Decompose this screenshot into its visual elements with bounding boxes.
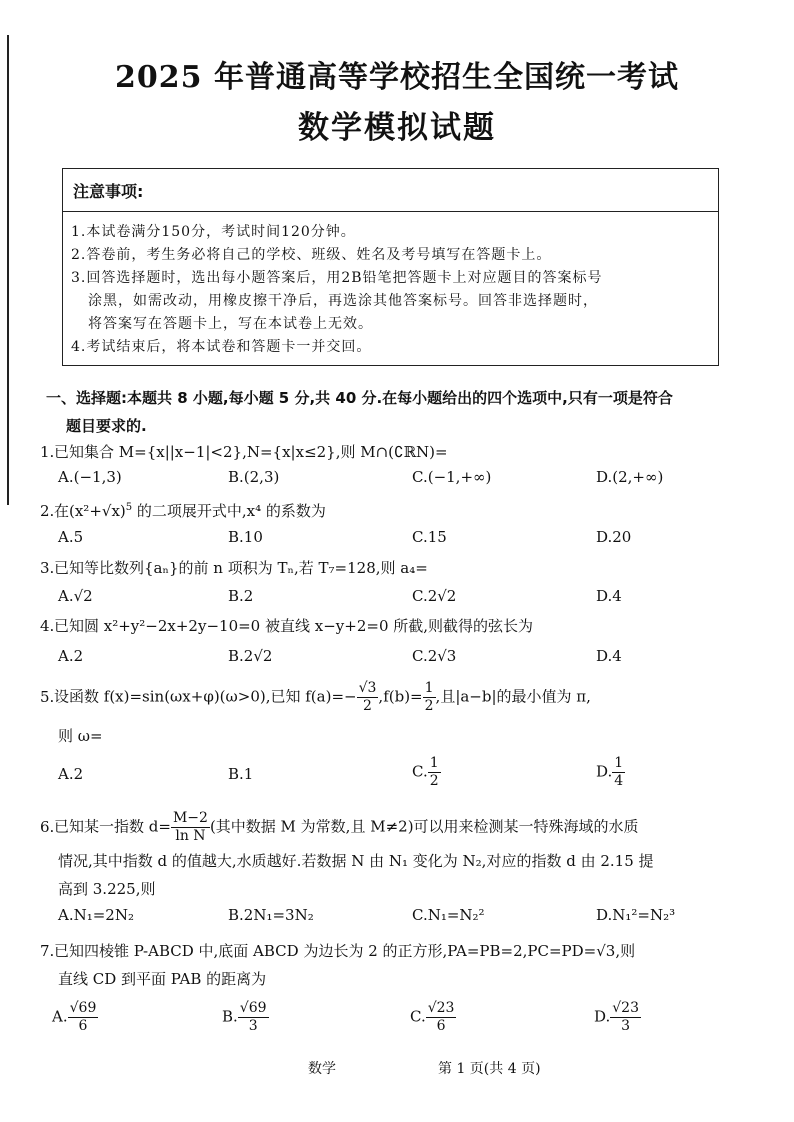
q1-option-a: A.(−1,3) (58, 468, 122, 486)
q6-option-b: B.2N₁=3N₂ (228, 906, 314, 924)
q6-option-d: D.N₁²=N₂³ (596, 906, 676, 924)
q3-option-d: D.4 (596, 587, 622, 605)
numerator: √69 (69, 1000, 97, 1016)
fraction (426, 1000, 457, 1035)
question-number: 2. (40, 502, 55, 520)
option-label: D. (594, 1007, 611, 1026)
question-stem-part2: ,f(b)= (378, 687, 423, 706)
numerator: 1 (429, 755, 439, 771)
option-label: A. (52, 1007, 68, 1026)
fraction-sqrt3-over-2 (357, 680, 379, 715)
question-6-line2: 情况,其中指数 d 的值越大,水质越好.若数据 N 由 N₁ 变化为 N₂,对应的指数 d 由 2.15 提 (58, 852, 654, 870)
option-label: B. (222, 1007, 238, 1026)
numerator: √69 (239, 1000, 267, 1016)
notice-item-3-cont2: 将答案写在答题卡上，写在本试卷上无效。 (88, 316, 373, 332)
fraction (238, 1000, 269, 1035)
fraction (612, 755, 625, 790)
q1-option-c: C.(−1,+∞) (412, 468, 492, 486)
q3-option-b: B.2 (228, 587, 254, 605)
q2-option-c: C.15 (412, 528, 447, 546)
q1-option-d: D.(2,+∞) (596, 468, 664, 486)
question-5 (40, 680, 591, 715)
exam-subtitle: 数学模拟试题 (298, 110, 496, 146)
option-label: D. (596, 762, 613, 781)
q4-option-d: D.4 (596, 647, 622, 665)
question-stem-part3: ,且|a−b|的最小值为 π, (435, 687, 591, 706)
question-4 (40, 615, 533, 636)
q7-option-b (222, 1000, 269, 1035)
question-number: 6. (40, 817, 55, 836)
denominator: 6 (436, 1018, 446, 1034)
question-6-line3: 高到 3.225,则 (58, 880, 156, 898)
denominator: 3 (248, 1018, 258, 1034)
q4-option-c: C.2√3 (412, 647, 457, 665)
notice-item-3-cont1: 涂黑，如需改动，用橡皮擦干净后，再选涂其他答案标号。回答非选择题时， (88, 293, 598, 309)
question-number: 4. (40, 617, 55, 635)
denominator: 2 (363, 698, 372, 714)
notice-box (62, 168, 719, 366)
section-heading (46, 384, 746, 440)
denominator: 6 (78, 1018, 88, 1034)
question-7-line2: 直线 CD 到平面 PAB 的距离为 (58, 970, 267, 988)
question-number: 3. (40, 559, 55, 577)
q7-option-d (594, 1000, 641, 1035)
q1-option-b: B.(2,3) (228, 468, 280, 486)
q4-option-b: B.2√2 (228, 647, 273, 665)
q6-option-c: C.N₁=N₂² (412, 906, 485, 924)
q5-option-a: A.2 (58, 765, 84, 783)
q5-option-b: B.1 (228, 765, 254, 783)
q6-option-a: A.N₁=2N₂ (58, 906, 134, 924)
option-label: C. (412, 762, 428, 781)
section-heading-line1: 一、选择题:本题共 8 小题,每小题 5 分,共 40 分.在每小题给出的四个选项中,只有一项是符合 (46, 389, 673, 407)
notice-item-1: 1.本试卷满分150分，考试时间120分钟。 (71, 224, 356, 240)
option-label: C. (410, 1007, 426, 1026)
q3-option-c: C.2√2 (412, 587, 457, 605)
denominator: 2 (429, 773, 439, 789)
denominator: 2 (424, 698, 434, 714)
question-stem-part1: 在(x²+√x) (54, 502, 126, 520)
q2-option-a: A.5 (58, 528, 84, 546)
denominator: 3 (621, 1018, 631, 1034)
notice-list (71, 221, 711, 359)
numerator: √23 (612, 1000, 640, 1016)
fraction-one-half (423, 680, 436, 715)
numerator: 1 (424, 680, 434, 696)
exam-title: 2025 年普通高等学校招生全国统一考试 (115, 60, 679, 95)
numerator: M−2 (172, 810, 208, 826)
question-6 (40, 810, 639, 845)
question-3 (40, 557, 428, 578)
question-stem: 已知圆 x²+y²−2x+2y−10=0 被直线 x−y+2=0 所截,则截得的弦长为 (54, 617, 534, 635)
denominator: ln N (175, 828, 206, 844)
question-number: 1. (40, 443, 55, 461)
footer-page-info: 第 1 页(共 4 页) (438, 1061, 541, 1077)
notice-heading: 注意事项: (73, 182, 144, 201)
question-stem-part2: (其中数据 M 为常数,且 M≠2)可以用来检测某一特殊海域的水质 (209, 817, 639, 836)
numerator: √3 (358, 680, 377, 696)
section-heading-line2: 题目要求的. (66, 417, 147, 435)
question-number: 7. (40, 942, 55, 960)
fraction-index-formula (171, 810, 210, 845)
notice-header (63, 169, 718, 212)
question-stem: 已知四棱锥 P-ABCD 中,底面 ABCD 为边长为 2 的正方形,PA=PB=2,PC=PD=√3,则 (54, 942, 636, 960)
question-5-line2: 则 ω= (58, 727, 103, 745)
question-1 (40, 441, 448, 462)
numerator: √23 (427, 1000, 455, 1016)
notice-item-4: 4.考试结束后，将本试卷和答题卡一并交回。 (71, 339, 372, 355)
q2-option-d: D.20 (596, 528, 632, 546)
notice-item-2: 2.答卷前，考生务必将自己的学校、班级、姓名及考号填写在答题卡上。 (71, 247, 552, 263)
question-stem-part2: 的二项展开式中,x⁴ 的系数为 (132, 502, 326, 520)
question-number: 5. (40, 687, 55, 706)
notice-item-3: 3.回答选择题时，选出每小题答案后，用2B铅笔把答题卡上对应题目的答案标号 (71, 270, 603, 286)
q5-option-d (596, 755, 625, 790)
fraction (68, 1000, 99, 1035)
q5-option-c (412, 755, 441, 790)
fraction (428, 755, 441, 790)
exponent: 5 (125, 502, 133, 513)
denominator: 4 (614, 773, 624, 789)
question-stem-part1: 已知某一指数 d= (54, 817, 171, 836)
question-stem: 已知等比数列{aₙ}的前 n 项积为 Tₙ,若 T₇=128,则 a₄= (54, 559, 428, 577)
footer-subject: 数学 (308, 1061, 336, 1077)
q3-option-a: A.√2 (58, 587, 93, 605)
question-stem: 已知集合 M={x||x−1|<2},N={x|x≤2},则 M∩(∁ℝN)= (54, 443, 448, 461)
question-2 (40, 500, 326, 521)
fraction (610, 1000, 641, 1035)
question-7 (40, 940, 635, 961)
numerator: 1 (614, 755, 624, 771)
q7-option-a (52, 1000, 98, 1035)
question-stem-part1: 设函数 f(x)=sin(ωx+φ)(ω>0),已知 f(a)=− (54, 687, 357, 706)
q7-option-c (410, 1000, 456, 1035)
q4-option-a: A.2 (58, 647, 84, 665)
q2-option-b: B.10 (228, 528, 263, 546)
